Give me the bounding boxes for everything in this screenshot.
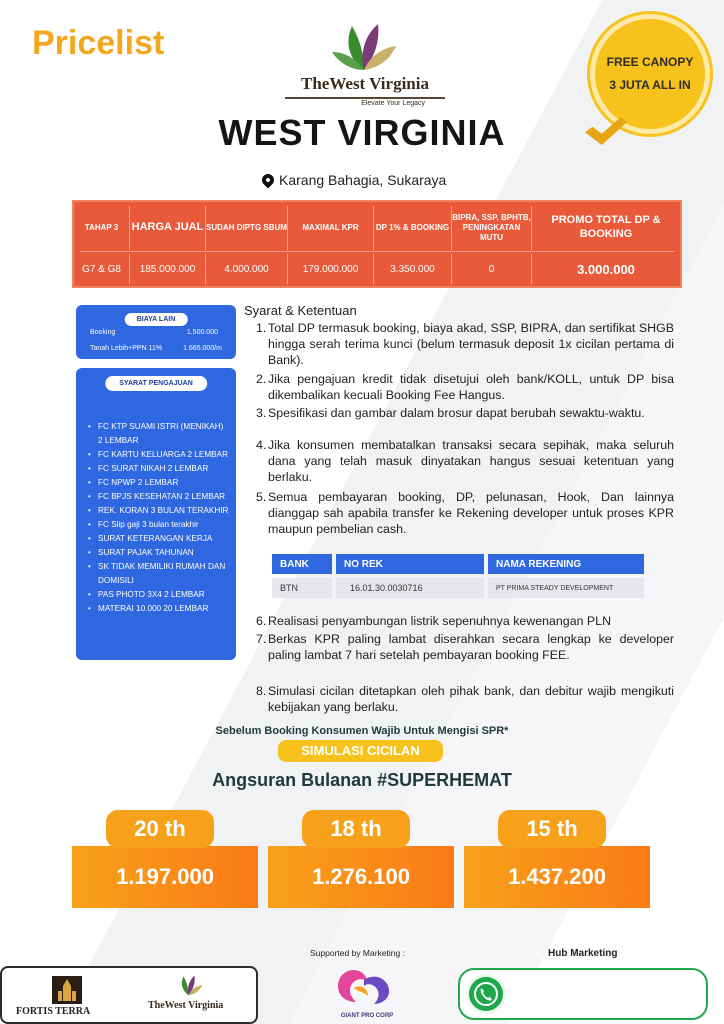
term-number: 8. (256, 684, 267, 698)
term-text: Jika konsumen membatalkan transaksi secara sepihak, maka seluruh dana yang telah masuk dinyatakan hangus sesuai ketentuan yang berlaku. (268, 438, 674, 484)
term-item (256, 613, 674, 629)
location-pin-icon (260, 172, 277, 189)
biaya-label: Booking (90, 329, 116, 336)
giant-pro-corp-logo (334, 966, 400, 1020)
terms-title: Syarat & Ketentuan (244, 303, 357, 318)
biaya-label: Tanah Lebih+PPN 11% (90, 345, 163, 352)
list-item: • FC NPWP 2 LEMBAR (86, 476, 230, 490)
list-item: • FC SURAT NIKAH 2 LEMBAR (86, 462, 230, 476)
price-table-header (74, 206, 680, 250)
table-divider (80, 251, 674, 252)
syarat-pengajuan-card (76, 368, 236, 660)
term-text: Semua pembayaran booking, DP, pelunasan, Hook, Dan lainnya dianggap sah apabila transfer ke Rekening developer untuk proses KPR maupun pembelian cash. (268, 490, 674, 536)
biaya-lain-title: BIAYA LAIN (125, 313, 188, 326)
list-item: • FC Slip gaji 3 bulan terakhir (86, 518, 230, 532)
term-item (256, 631, 674, 663)
term-text: Simulasi cicilan ditetapkan oleh pihak bank, dan debitur wajib mengikuti kebijakan yang berlaku. (268, 684, 674, 714)
list-item: • PAS PHOTO 3X4 2 LEMBAR (86, 588, 230, 602)
whatsapp-contact-box[interactable] (458, 968, 708, 1020)
table-cell: 0 (452, 254, 532, 284)
simulasi-cicilan-label: SIMULASI CICILAN (278, 740, 443, 762)
angsuran-heading: Angsuran Bulanan #SUPERHEMAT (212, 770, 512, 790)
term-number: 5. (256, 490, 267, 504)
term-text: Berkas KPR paling lambat diserahkan secara lengkap ke developer paling lambat 7 hari setelah pembayaran booking FEE. (268, 632, 674, 662)
list-item: • SURAT PAJAK TAHUNAN (86, 546, 230, 560)
spr-note: Sebelum Booking Konsumen Wajib Untuk Mengisi SPR* (215, 725, 509, 737)
biaya-row (90, 329, 222, 336)
term-text: Jika pengajuan kredit tidak disetujui oleh bank/KOLL, untuk DP bisa dikembalikan kecuali Booking Fee Hangus. (268, 372, 674, 402)
term-item (256, 437, 674, 485)
bank-header-cell: NO REK (336, 554, 484, 574)
bank-table-header (272, 554, 648, 574)
requirements-list (86, 420, 230, 616)
brand-logo (285, 20, 445, 107)
hub-marketing-label: Hub Marketing (548, 948, 618, 959)
header-cell: SUDAH DIPTG SBUM (206, 206, 288, 250)
supported-by-label: Supported by Marketing : (310, 948, 405, 958)
list-item: • SURAT KETERANGAN KERJA (86, 532, 230, 546)
term-text: Total DP termasuk booking, biaya akad, SSP, BIPRA, dan sertifikat SHGB hingga serah terima kunci (belum termasuk deposit 1x cicilan pertama di Bank). (268, 321, 674, 367)
whatsapp-call-icon[interactable] (466, 974, 506, 1014)
list-item: • FC KTP SUAMI ISTRI (MENIKAH) 2 LEMBAR (86, 420, 230, 448)
biaya-lain-card (76, 305, 236, 359)
term-text: Realisasi penyambungan listrik sepenuhnya kewenangan PLN (268, 614, 612, 628)
biaya-value: 1.665.000/m (183, 345, 222, 352)
bank-table (272, 554, 648, 602)
header-cell: TAHAP 3 (74, 206, 130, 250)
term-number: 2. (256, 372, 267, 386)
table-cell: 3.350.000 (374, 254, 452, 284)
list-item: • REK. KORAN 3 BULAN TERAKHIR (86, 504, 230, 518)
bank-header-cell: NAMA REKENING (488, 554, 644, 574)
list-item: • FC KARTU KELUARGA 2 LEMBAR (86, 448, 230, 462)
term-item (256, 405, 674, 421)
location-text: Karang Bahagia, Sukaraya (279, 172, 447, 188)
syarat-pengajuan-title: SYARAT PENGAJUAN (105, 376, 207, 391)
tower-logo-icon (52, 976, 82, 1004)
header-cell: BIPRA, SSP, BPHTB, PENINGKATAN MUTU (452, 206, 532, 250)
header-cell: DP 1% & BOOKING (374, 206, 452, 250)
logo-name: TheWest Virginia (301, 74, 429, 93)
term-number: 6. (256, 614, 267, 628)
term-item (256, 320, 674, 368)
term-item (256, 683, 674, 715)
tenor-label: 18 th (302, 810, 410, 848)
badge-line-2: 3 JUTA ALL IN (609, 78, 691, 92)
biaya-value: 1.500.000 (186, 329, 218, 336)
badge-line-1: FREE CANOPY (606, 55, 694, 70)
list-item: • SK TIDAK MEMILIKI RUMAH DAN DOMISILI (86, 560, 230, 588)
table-cell: 3.000.000 (577, 261, 635, 277)
header-cell: HARGA JUAL (130, 206, 206, 250)
bank-cell: PT PRIMA STEADY DEVELOPMENT (488, 578, 644, 598)
location (262, 172, 446, 188)
term-number: 1. (256, 321, 267, 335)
logo-tagline: Elevate Your Legacy (361, 100, 425, 107)
biaya-row (90, 345, 222, 352)
term-number: 3. (256, 406, 267, 420)
west-virginia-logo: TheWest Virginia (148, 1000, 224, 1011)
table-cell: 179.000.000 (288, 254, 374, 284)
header-cell: MAXIMAL KPR (288, 206, 374, 250)
logo-divider (285, 97, 445, 99)
table-cell: 4.000.000 (206, 254, 288, 284)
leaf-logo-icon (174, 972, 204, 998)
list-item: • MATERAI 10.000 20 LEMBAR (86, 602, 230, 616)
tenor-label: 20 th (106, 810, 214, 848)
term-item (256, 489, 674, 537)
bank-header-cell: BANK (272, 554, 332, 574)
gpc-name: GIANT PRO CORP (340, 1013, 394, 1019)
list-item: • FC BPJS KESEHATAN 2 LEMBAR (86, 490, 230, 504)
bank-table-row (272, 578, 648, 598)
price-table-row (74, 254, 680, 284)
bank-cell: BTN (272, 578, 332, 598)
bank-cell: 16.01.30.0030716 (336, 578, 484, 598)
term-number: 7. (256, 632, 267, 646)
header-cell: PROMO TOTAL DP & BOOKING (551, 214, 661, 240)
pricelist-title: Pricelist (32, 24, 165, 62)
leaf-logo-icon (330, 20, 400, 72)
installment-amount: 1.197.000 (72, 846, 258, 908)
table-cell: 185.000.000 (130, 254, 206, 284)
tenor-label: 15 th (498, 810, 606, 848)
term-item (256, 371, 674, 403)
installment-amount: 1.437.200 (464, 846, 650, 908)
term-text: Spesifikasi dan gambar dalam brosur dapat berubah sewaktu-waktu. (268, 406, 645, 420)
partner-logos (0, 966, 258, 1024)
installment-amount: 1.276.100 (268, 846, 454, 908)
fortis-terra-logo: FORTIS TERRA (16, 1006, 91, 1017)
term-number: 4. (256, 438, 267, 452)
page-title: WEST VIRGINIA (218, 112, 506, 153)
table-cell: G7 & G8 (74, 254, 130, 284)
gpc-mark-icon (334, 966, 400, 1006)
price-table (72, 200, 682, 288)
